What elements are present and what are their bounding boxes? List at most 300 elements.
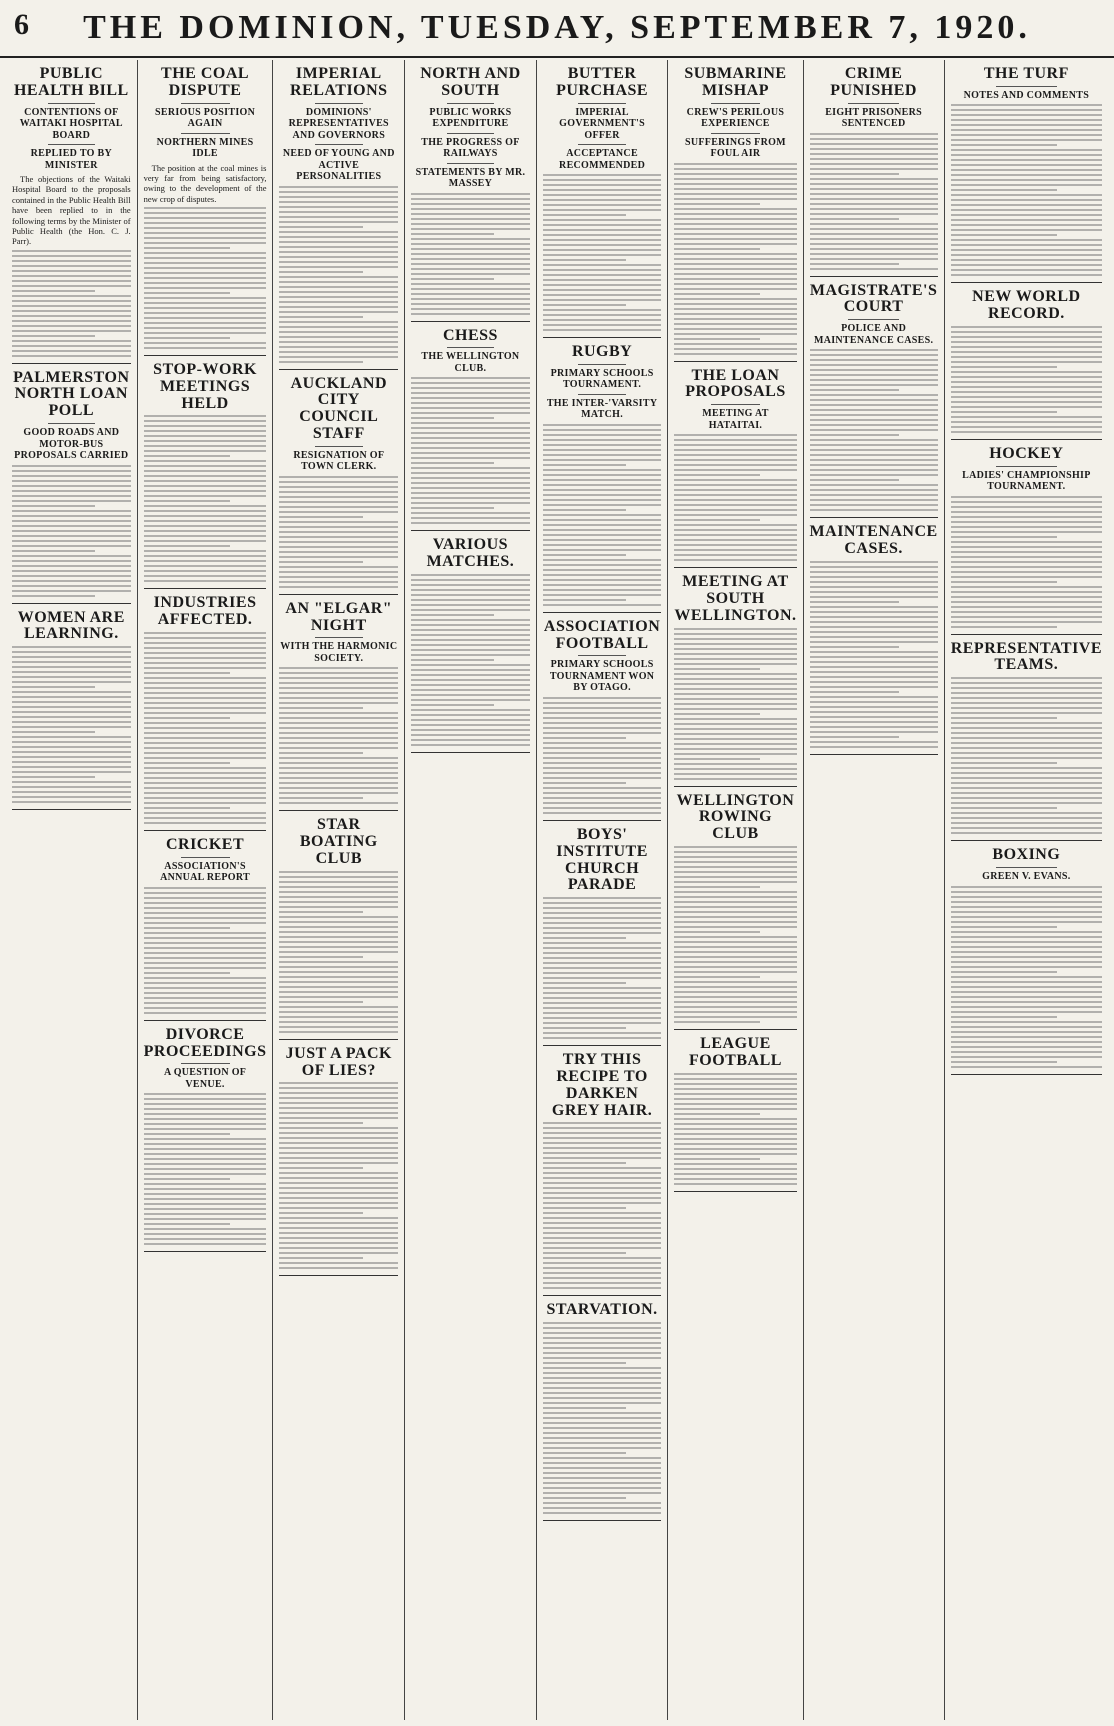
text-line bbox=[12, 470, 131, 472]
text-line bbox=[543, 777, 662, 779]
text-line bbox=[12, 310, 131, 312]
body-text-block bbox=[543, 697, 662, 814]
article-subheading: NEED OF YOUNG AND ACTIVE PERSONALITIES bbox=[282, 148, 395, 183]
article-headline: WELLINGTON ROWING CLUB bbox=[676, 791, 795, 843]
text-line bbox=[279, 281, 398, 283]
body-text-block bbox=[12, 250, 131, 357]
text-line bbox=[144, 777, 267, 779]
text-line bbox=[411, 644, 530, 646]
text-line bbox=[951, 139, 1102, 141]
text-line bbox=[543, 907, 662, 909]
text-line bbox=[279, 1122, 362, 1124]
text-line bbox=[543, 1447, 662, 1449]
text-line bbox=[12, 565, 131, 567]
text-line bbox=[951, 966, 1102, 968]
text-line bbox=[144, 727, 267, 729]
text-line bbox=[543, 1252, 626, 1254]
text-line bbox=[411, 198, 530, 200]
body-text-block bbox=[810, 349, 938, 511]
body-text-block bbox=[951, 677, 1102, 834]
article-headline: MEETING AT SOUTH WELLINGTON. bbox=[674, 573, 797, 624]
text-line bbox=[951, 752, 1102, 754]
article bbox=[12, 610, 131, 811]
text-line bbox=[411, 699, 530, 701]
text-line bbox=[674, 1021, 759, 1023]
article-headline: JUST A PACK OF LIES? bbox=[285, 1044, 392, 1079]
text-line bbox=[810, 711, 938, 713]
text-line bbox=[279, 921, 398, 923]
text-line bbox=[543, 584, 662, 586]
text-line bbox=[674, 951, 796, 953]
text-line bbox=[543, 529, 662, 531]
text-line bbox=[543, 244, 662, 246]
text-line bbox=[543, 294, 662, 296]
text-line bbox=[279, 1021, 398, 1023]
article-headline: NEW WORLD RECORD. bbox=[972, 288, 1081, 323]
text-line bbox=[543, 494, 662, 496]
text-line bbox=[674, 534, 796, 536]
text-line bbox=[144, 802, 267, 804]
text-line bbox=[279, 336, 398, 338]
article-separator bbox=[951, 439, 1102, 440]
text-line bbox=[543, 977, 662, 979]
text-line bbox=[279, 692, 398, 694]
text-line bbox=[12, 671, 131, 673]
text-line bbox=[674, 1148, 796, 1150]
text-line bbox=[543, 289, 662, 291]
text-line bbox=[12, 570, 131, 572]
text-line bbox=[543, 324, 662, 326]
text-line bbox=[12, 776, 95, 778]
column-2 bbox=[138, 60, 274, 1720]
text-line bbox=[674, 628, 796, 630]
text-line bbox=[144, 1218, 267, 1220]
text-line bbox=[951, 511, 1102, 513]
text-line bbox=[411, 599, 530, 601]
text-line bbox=[674, 263, 796, 265]
text-line bbox=[12, 661, 131, 663]
column-6 bbox=[668, 60, 803, 1720]
text-line bbox=[144, 687, 267, 689]
text-line bbox=[144, 1163, 267, 1165]
text-line bbox=[674, 723, 796, 725]
text-line bbox=[144, 1108, 267, 1110]
text-line bbox=[279, 1031, 398, 1033]
text-line bbox=[279, 361, 362, 363]
text-line bbox=[279, 196, 398, 198]
text-line bbox=[810, 434, 900, 436]
article bbox=[543, 1052, 662, 1296]
text-line bbox=[144, 1228, 267, 1230]
text-line bbox=[810, 504, 938, 506]
text-line bbox=[951, 916, 1102, 918]
text-line bbox=[279, 1026, 398, 1028]
text-line bbox=[951, 214, 1102, 216]
text-line bbox=[144, 575, 267, 577]
text-line bbox=[144, 445, 267, 447]
text-line bbox=[951, 506, 1102, 508]
text-line bbox=[951, 747, 1102, 749]
text-line bbox=[951, 1066, 1102, 1068]
text-line bbox=[543, 1457, 662, 1459]
text-line bbox=[951, 204, 1102, 206]
text-line bbox=[543, 747, 662, 749]
text-line bbox=[12, 646, 131, 648]
text-line bbox=[411, 579, 530, 581]
text-line bbox=[411, 387, 530, 389]
text-line bbox=[411, 734, 530, 736]
text-line bbox=[810, 701, 938, 703]
text-line bbox=[951, 224, 1102, 226]
text-line bbox=[144, 1143, 267, 1145]
text-line bbox=[951, 1061, 1057, 1063]
text-line bbox=[279, 1257, 362, 1259]
text-line bbox=[674, 173, 796, 175]
text-line bbox=[543, 254, 662, 256]
text-line bbox=[411, 432, 530, 434]
text-line bbox=[543, 1032, 662, 1034]
text-line bbox=[144, 922, 267, 924]
divider bbox=[711, 133, 760, 134]
text-line bbox=[144, 967, 267, 969]
article bbox=[543, 619, 662, 821]
text-line bbox=[674, 278, 796, 280]
text-line bbox=[543, 1242, 662, 1244]
divider bbox=[578, 364, 625, 365]
text-line bbox=[674, 223, 796, 225]
text-line bbox=[543, 1162, 626, 1164]
text-line bbox=[543, 737, 626, 739]
text-line bbox=[543, 434, 662, 436]
text-line bbox=[951, 767, 1102, 769]
text-line bbox=[279, 1087, 398, 1089]
text-line bbox=[279, 351, 398, 353]
article-headline: BOYS' INSTITUTE CHURCH PARADE bbox=[556, 825, 648, 894]
text-line bbox=[810, 646, 900, 648]
text-line bbox=[674, 638, 796, 640]
text-line bbox=[144, 490, 267, 492]
text-line bbox=[144, 1002, 267, 1004]
text-line bbox=[543, 524, 662, 526]
text-line bbox=[144, 510, 267, 512]
text-line bbox=[411, 422, 530, 424]
article-separator bbox=[674, 1191, 796, 1192]
text-line bbox=[951, 1011, 1102, 1013]
text-line bbox=[279, 1092, 398, 1094]
text-line bbox=[12, 560, 131, 562]
text-line bbox=[951, 396, 1102, 398]
text-line bbox=[543, 559, 662, 561]
column-1 bbox=[6, 60, 138, 1720]
article-separator bbox=[810, 517, 938, 518]
text-line bbox=[543, 897, 662, 899]
text-line bbox=[411, 477, 530, 479]
text-line bbox=[951, 956, 1102, 958]
body-text-block bbox=[674, 163, 796, 355]
text-line bbox=[144, 1012, 267, 1014]
text-line bbox=[279, 211, 398, 213]
text-line bbox=[810, 621, 938, 623]
article bbox=[951, 641, 1102, 842]
text-line bbox=[543, 1392, 662, 1394]
text-line bbox=[279, 792, 398, 794]
text-line bbox=[12, 525, 131, 527]
text-line bbox=[543, 742, 662, 744]
text-line bbox=[810, 404, 938, 406]
text-line bbox=[543, 1202, 662, 1204]
text-line bbox=[144, 987, 267, 989]
text-line bbox=[144, 425, 267, 427]
text-line bbox=[674, 693, 796, 695]
text-line bbox=[279, 1107, 398, 1109]
text-line bbox=[951, 391, 1102, 393]
text-line bbox=[674, 343, 796, 345]
text-line bbox=[674, 514, 796, 516]
text-line bbox=[279, 291, 398, 293]
text-line bbox=[12, 595, 95, 597]
text-line bbox=[674, 178, 796, 180]
text-line bbox=[279, 797, 362, 799]
text-line bbox=[279, 241, 398, 243]
text-line bbox=[951, 269, 1102, 271]
text-line bbox=[279, 1011, 398, 1013]
text-line bbox=[144, 312, 267, 314]
text-line bbox=[279, 276, 398, 278]
text-line bbox=[543, 957, 662, 959]
text-line bbox=[144, 272, 267, 274]
text-line bbox=[543, 599, 626, 601]
text-line bbox=[951, 596, 1102, 598]
text-line bbox=[951, 366, 1057, 368]
text-line bbox=[674, 479, 796, 481]
text-line bbox=[144, 782, 267, 784]
text-line bbox=[810, 148, 938, 150]
body-text-block bbox=[144, 632, 267, 824]
article bbox=[279, 817, 398, 1039]
text-line bbox=[144, 707, 267, 709]
text-line bbox=[543, 1357, 662, 1359]
text-line bbox=[411, 729, 530, 731]
text-line bbox=[951, 346, 1102, 348]
text-line bbox=[144, 1168, 267, 1170]
text-line bbox=[674, 208, 796, 210]
text-line bbox=[543, 309, 662, 311]
text-line bbox=[951, 501, 1102, 503]
text-line bbox=[279, 1001, 362, 1003]
text-line bbox=[543, 1507, 662, 1509]
text-line bbox=[951, 586, 1102, 588]
text-line bbox=[279, 672, 398, 674]
text-line bbox=[674, 1143, 796, 1145]
text-line bbox=[144, 657, 267, 659]
text-line bbox=[279, 1192, 398, 1194]
text-line bbox=[810, 359, 938, 361]
article-headline: BUTTER PURCHASE bbox=[556, 65, 649, 99]
text-line bbox=[144, 697, 267, 699]
text-line bbox=[12, 500, 131, 502]
text-line bbox=[279, 677, 398, 679]
text-line bbox=[12, 555, 131, 557]
text-line bbox=[543, 299, 662, 301]
text-line bbox=[12, 520, 131, 522]
text-line bbox=[411, 208, 530, 210]
text-line bbox=[144, 287, 267, 289]
text-line bbox=[674, 449, 796, 451]
text-line bbox=[411, 382, 530, 384]
text-line bbox=[411, 407, 530, 409]
text-line bbox=[411, 417, 494, 419]
article bbox=[951, 446, 1102, 635]
text-line bbox=[279, 1202, 398, 1204]
text-line bbox=[951, 184, 1102, 186]
text-line bbox=[674, 338, 759, 340]
text-line bbox=[543, 1012, 662, 1014]
text-line bbox=[543, 569, 662, 571]
text-line bbox=[543, 179, 662, 181]
text-line bbox=[951, 356, 1102, 358]
text-line bbox=[951, 906, 1102, 908]
article bbox=[279, 601, 398, 812]
text-line bbox=[810, 439, 938, 441]
text-line bbox=[951, 376, 1102, 378]
text-line bbox=[411, 303, 530, 305]
article-headline: MAINTENANCE CASES. bbox=[809, 523, 938, 557]
text-line bbox=[951, 401, 1102, 403]
article-subheading: SUFFERINGS FROM FOUL AIR bbox=[685, 136, 786, 160]
text-line bbox=[810, 374, 938, 376]
text-line bbox=[144, 550, 267, 552]
text-line bbox=[674, 539, 796, 541]
text-line bbox=[951, 822, 1102, 824]
article bbox=[810, 283, 938, 519]
text-line bbox=[810, 203, 938, 205]
text-line bbox=[674, 308, 796, 310]
article-separator bbox=[951, 282, 1102, 283]
text-line bbox=[674, 303, 796, 305]
text-line bbox=[279, 961, 398, 963]
article bbox=[144, 1027, 267, 1253]
text-line bbox=[951, 1046, 1102, 1048]
text-line bbox=[144, 327, 267, 329]
text-line bbox=[951, 936, 1102, 938]
text-line bbox=[543, 459, 662, 461]
text-line bbox=[543, 997, 662, 999]
text-line bbox=[411, 268, 530, 270]
text-line bbox=[144, 912, 267, 914]
text-line bbox=[279, 1112, 398, 1114]
text-line bbox=[674, 1163, 796, 1165]
article-headline: THE TURF bbox=[983, 65, 1069, 82]
text-line bbox=[674, 926, 796, 928]
text-line bbox=[674, 328, 796, 330]
text-line bbox=[543, 707, 662, 709]
text-line bbox=[12, 590, 131, 592]
text-line bbox=[144, 227, 267, 229]
text-line bbox=[279, 576, 398, 578]
body-text-block bbox=[810, 561, 938, 748]
text-line bbox=[411, 654, 530, 656]
text-line bbox=[144, 435, 267, 437]
text-line bbox=[951, 144, 1057, 146]
article-separator bbox=[279, 369, 398, 370]
text-line bbox=[279, 752, 362, 754]
text-line bbox=[810, 238, 938, 240]
text-line bbox=[674, 524, 796, 526]
text-line bbox=[543, 579, 662, 581]
text-line bbox=[144, 495, 267, 497]
text-line bbox=[543, 1232, 662, 1234]
text-line bbox=[543, 792, 662, 794]
text-line bbox=[144, 277, 267, 279]
text-line bbox=[144, 677, 267, 679]
text-line bbox=[279, 802, 398, 804]
text-line bbox=[674, 866, 796, 868]
text-line bbox=[144, 232, 267, 234]
text-line bbox=[12, 801, 131, 803]
text-line bbox=[543, 772, 662, 774]
text-line bbox=[810, 419, 938, 421]
text-line bbox=[810, 671, 938, 673]
text-line bbox=[951, 787, 1102, 789]
body-text-block bbox=[543, 424, 662, 606]
divider bbox=[711, 404, 760, 405]
text-line bbox=[144, 787, 267, 789]
body-text-block bbox=[12, 465, 131, 597]
text-line bbox=[144, 322, 267, 324]
text-line bbox=[144, 977, 267, 979]
text-line bbox=[951, 976, 1102, 978]
article-headline: THE LOAN PROPOSALS bbox=[685, 366, 786, 401]
text-line bbox=[674, 243, 796, 245]
text-line bbox=[144, 415, 267, 417]
text-line bbox=[144, 247, 230, 249]
text-line bbox=[674, 941, 796, 943]
text-line bbox=[279, 946, 398, 948]
text-line bbox=[674, 871, 796, 873]
text-line bbox=[144, 732, 267, 734]
text-line bbox=[674, 748, 796, 750]
text-line bbox=[674, 238, 796, 240]
divider bbox=[48, 103, 95, 104]
text-line bbox=[674, 728, 796, 730]
text-line bbox=[279, 261, 398, 263]
body-text-block bbox=[674, 628, 796, 780]
text-line bbox=[951, 926, 1057, 928]
text-line bbox=[543, 194, 662, 196]
text-line bbox=[674, 718, 796, 720]
text-line bbox=[951, 189, 1057, 191]
text-line bbox=[12, 796, 131, 798]
text-line bbox=[951, 264, 1102, 266]
text-line bbox=[951, 981, 1102, 983]
text-line bbox=[810, 394, 938, 396]
text-line bbox=[279, 1177, 398, 1179]
text-line bbox=[951, 536, 1057, 538]
text-line bbox=[674, 484, 796, 486]
text-line bbox=[543, 249, 662, 251]
text-line bbox=[674, 348, 796, 350]
article-subheading: EIGHT PRISONERS SENTENCED bbox=[825, 106, 923, 130]
divider bbox=[315, 103, 362, 104]
text-line bbox=[12, 731, 95, 733]
text-line bbox=[543, 902, 662, 904]
text-line bbox=[144, 430, 267, 432]
text-line bbox=[543, 594, 662, 596]
text-line bbox=[12, 495, 131, 497]
text-line bbox=[543, 564, 662, 566]
text-line bbox=[951, 911, 1102, 913]
text-line bbox=[674, 198, 796, 200]
